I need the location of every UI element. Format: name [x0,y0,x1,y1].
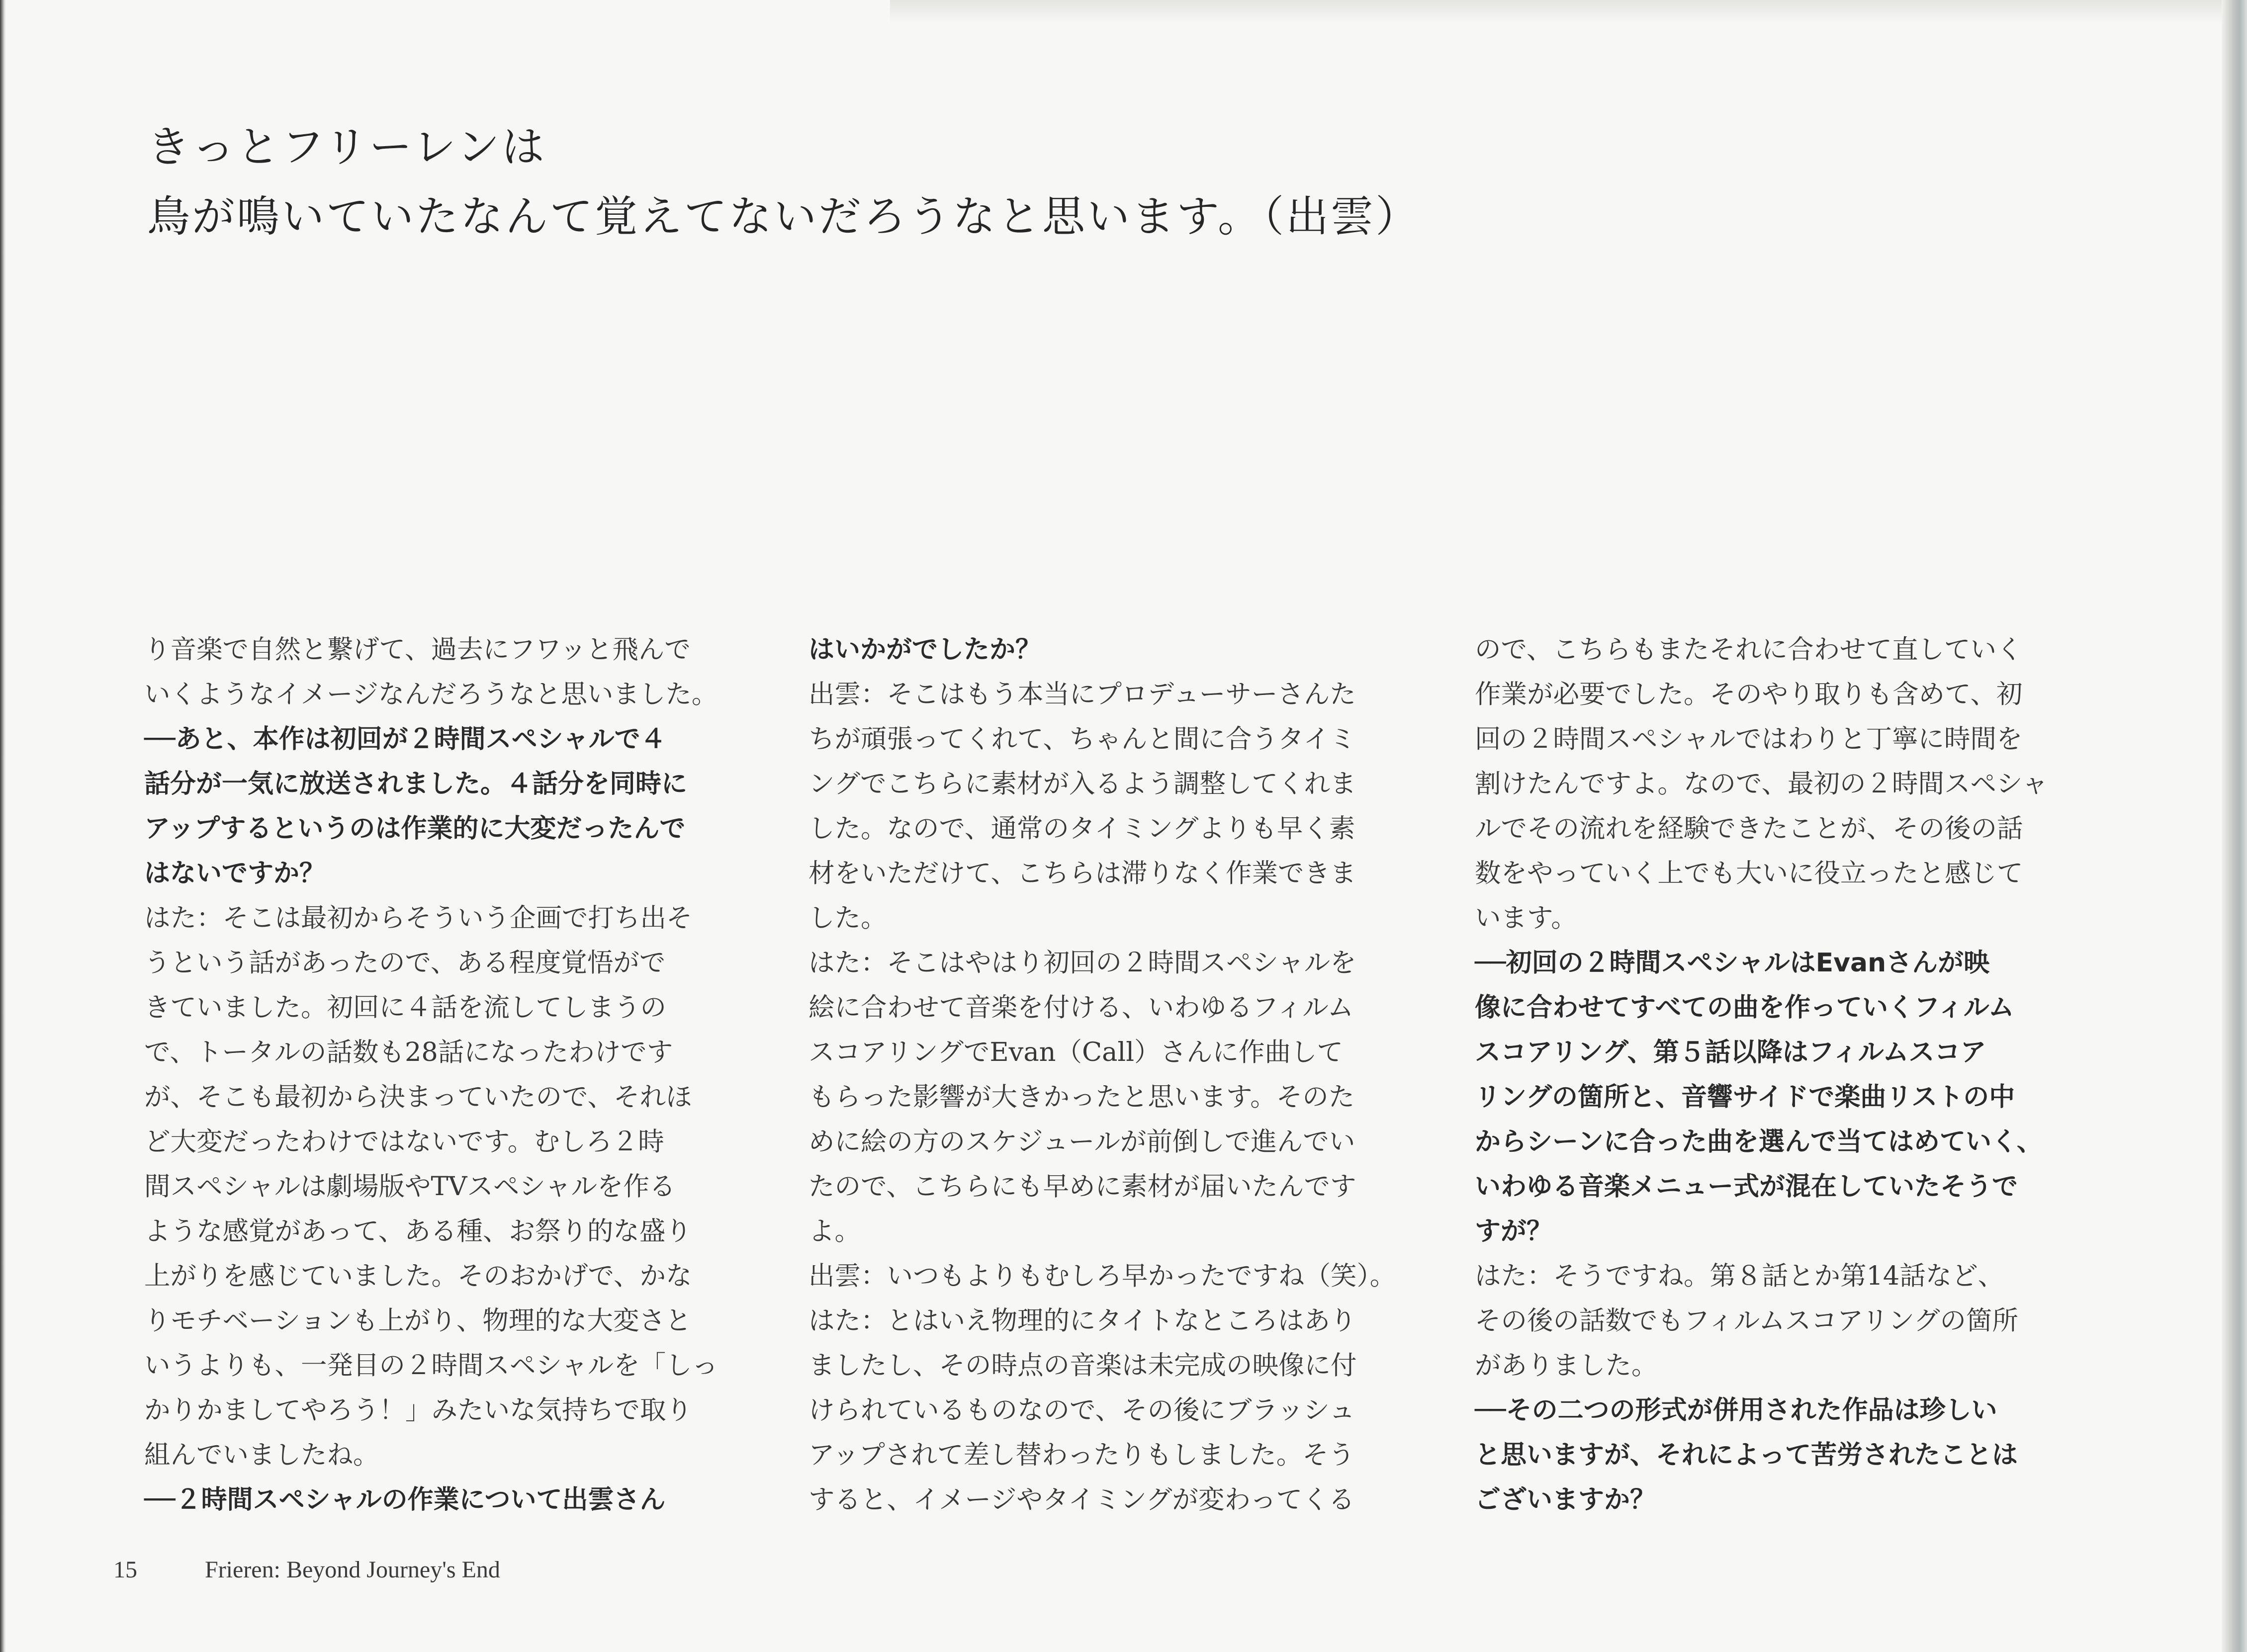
headline [147,112,1539,252]
interview-answer-line: で、トータルの話数も28話になったわけです [144,1037,673,1067]
interview-question-line: ──２時間スペシャルの作業について出雲さん [144,1485,666,1515]
interview-answer-line: 組んでいましたね。 [144,1440,379,1470]
interview-question-line: 話分が一気に放送されました。４話分を同時に [144,769,688,799]
interview-answer-line: 数をやっていく上でも大いに役立ったと感じて [1475,858,2023,888]
interview-answer-line: 作業が必要でした。そのやり取りも含めて、初 [1475,679,2023,709]
page-right-edge [2222,0,2247,1652]
interview-answer-line: がありました。 [1475,1350,1658,1381]
headline-line-2: 鳥が鳴いていたなんて覚えてないだろうなと思います。（出雲） [147,192,1421,242]
interview-answer-line: アップされて差し替わったりもしました。そう [809,1440,1355,1470]
interview-question-line: スコアリング、第５話以降はフィルムスコア [1475,1038,1986,1067]
footer-title: Frieren: Beyond Journey's End [205,1557,500,1583]
interview-question-line: はないですか？ [144,859,326,888]
interview-question-line: ございますか？ [1475,1485,1656,1515]
interview-answer-line: はた：そこはやはり初回の２時間スペシャルを [809,948,1356,978]
interview-question-line: いわゆる音楽メニュー式が混在していたそうで [1475,1172,2018,1202]
interview-question-line: すが？ [1475,1217,1553,1246]
interview-answer-line: ちが頑張ってくれて、ちゃんと間に合うタイミ [809,724,1356,754]
interview-answer-line: かりかましてやろう！」みたいな気持ちで取り [144,1395,692,1425]
interview-question-line: ──初回の２時間スペシャルはEvanさんが映 [1475,948,1990,978]
text-column-2 [809,627,1425,1522]
interview-answer-line: りモチベーションも上がり、物理的な大変さと [144,1305,692,1336]
interview-answer-line: 出雲：いつもよりもむしろ早かったですね（笑）。 [809,1261,1396,1291]
interview-answer-line: ような感覚があって、ある種、お祭り的な盛り [144,1216,692,1246]
interview-answer-line: めに絵の方のスケジュールが前倒しで進んでい [809,1127,1355,1157]
interview-question-line: アップするというのは作業的に大変だったんで [144,814,686,844]
interview-answer-line: 上がりを感じていました。そのおかげで、かな [144,1261,692,1291]
interview-answer-line: います。 [1475,903,1577,933]
text-column-1 [144,627,761,1522]
interview-answer-line: り音楽で自然と繋げて、過去にフワッと飛んで [144,634,691,665]
interview-question-line: リングの箇所と、音響サイドで楽曲リストの中 [1475,1082,2015,1112]
interview-answer-line: 割けたんですよ。なので、最初の２時間スペシャ [1475,769,2048,799]
interview-answer-line: うという話があったので、ある程度覚悟がで [144,948,666,978]
interview-answer-line: ので、こちらもまたそれに合わせて直していく [1475,634,2023,665]
interview-answer-line: いうよりも、一発目の２時間スペシャルを「しっ [144,1350,718,1381]
interview-answer-line: した。 [809,903,887,933]
interview-answer-line: はた：そうですね。第８話とか第14話など、 [1475,1261,2004,1291]
page-number: 15 [113,1557,137,1583]
interview-answer-line: が、そこも最初から決まっていたので、それほ [144,1082,692,1112]
interview-answer-line: その後の話数でもフィルムスコアリングの箇所 [1475,1305,2019,1336]
interview-answer-line: はた：そこは最初からそういう企画で打ち出そ [144,903,693,933]
interview-answer-line: ましたし、その時点の音楽は未完成の映像に付 [809,1350,1357,1381]
interview-answer-line: 出雲：そこはもう本当にプロデューサーさんた [809,679,1356,709]
headline-line-1: きっとフリーレンは [147,122,546,172]
interview-question-line: 像に合わせてすべての曲を作っていくフィルム [1475,993,2014,1023]
interview-answer-line: たので、こちらにも早めに素材が届いたんです [809,1171,1356,1202]
page-top-shadow [890,0,2233,24]
interview-question-line: ──その二つの形式が併用された作品は珍しい [1475,1395,1997,1425]
interview-answer-line: スコアリングでEvan（Call）さんに作曲して [809,1037,1343,1067]
interview-question-line: と思いますが、それによって苦労されたことは [1475,1440,2018,1470]
interview-question-line: ──あと、本作は初回が２時間スペシャルで４ [144,724,666,754]
interview-answer-line: ど大変だったわけではないです。むしろ２時 [144,1127,664,1157]
interview-answer-line: はた：とはいえ物理的にタイトなところはあり [809,1305,1356,1336]
interview-question-line: からシーンに合った曲を選んで当てはめていく、 [1475,1127,2043,1157]
interview-answer-line: ングでこちらに素材が入るよう調整してくれま [809,769,1356,799]
interview-answer-line: 絵に合わせて音楽を付ける、いわゆるフィルム [809,992,1354,1023]
interview-answer-line: すると、イメージやタイミングが変わってくる [809,1484,1355,1515]
interview-question-line: はいかがでしたか？ [809,635,1042,665]
interview-answer-line: もらった影響が大きかったと思います。そのた [809,1082,1355,1112]
interview-answer-line: いくようなイメージなんだろうなと思いました。 [144,679,718,709]
interview-answer-line: よ。 [809,1216,861,1246]
interview-answer-line: 間スペシャルは劇場版やTVスペシャルを作る [144,1171,676,1202]
text-column-3 [1475,627,2091,1522]
interview-answer-line: きていました。初回に４話を流してしまうの [144,992,667,1023]
interview-answer-line: けられているものなので、その後にブラッシュ [809,1395,1355,1425]
interview-answer-line: 材をいただけて、こちらは滞りなく作業できま [809,858,1356,888]
interview-answer-line: した。なので、通常のタイミングよりも早く素 [809,813,1355,844]
interview-answer-line: 回の２時間スペシャルではわりと丁寧に時間を [1475,724,2023,754]
page-binding-edge [0,0,6,1652]
interview-answer-line: ルでその流れを経験できたことが、その後の話 [1475,813,2023,844]
